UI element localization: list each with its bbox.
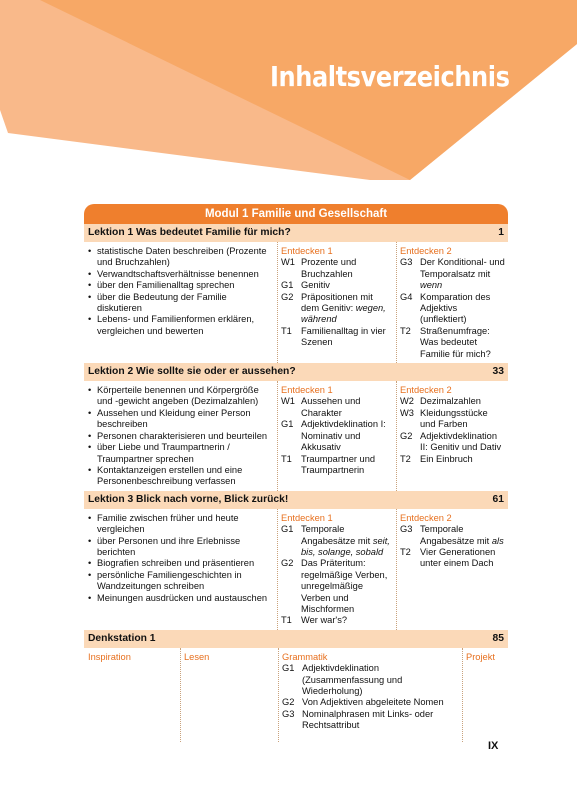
topic-text-main: Dezimalzahlen <box>420 396 481 407</box>
topic-item <box>282 663 459 697</box>
topic-text-emphasis: wenn <box>420 280 443 291</box>
entdecken-2-column <box>396 509 508 630</box>
lesson-page: 61 <box>492 493 504 505</box>
entdecken-2-column <box>396 242 508 363</box>
denkstation-page: 85 <box>492 632 504 644</box>
topic-code: T1 <box>281 453 292 464</box>
entdecken-2-column <box>396 381 508 491</box>
topic-code: G1 <box>282 663 295 674</box>
lesson-header[interactable] <box>84 491 508 509</box>
topic-text <box>301 615 347 626</box>
lesson-goals <box>84 509 277 630</box>
topic-code: T2 <box>400 546 411 557</box>
lesson-body <box>84 381 508 491</box>
topic-code: G3 <box>400 257 413 268</box>
module-header: Modul 1 Familie und Gesellschaft <box>84 204 508 224</box>
topic-text <box>420 408 505 431</box>
goal-item: • Personen charakterisieren und beurteilen <box>88 431 274 442</box>
goal-item: • Aussehen und Kleidung einer Person beschreiben <box>88 408 274 431</box>
goal-item: • über den Familienalltag sprechen <box>88 280 274 291</box>
topic-item <box>400 454 505 465</box>
topic-code: G2 <box>281 558 294 569</box>
topic-item <box>281 396 393 419</box>
topic-item <box>281 280 393 291</box>
topic-text-emphasis: seit, bis, solange, sobald <box>301 535 390 557</box>
topic-item <box>282 697 459 708</box>
topic-text <box>301 326 393 349</box>
topic-code: W1 <box>281 257 295 268</box>
goal-item: • persönliche Familiengeschichten in Wandzeitungen schreiben <box>88 570 274 593</box>
topic-text <box>420 292 505 326</box>
topic-code: W1 <box>281 396 295 407</box>
entdecken-2-label: Entdecken 2 <box>400 385 452 396</box>
topic-text <box>301 292 393 326</box>
denkstation-title: Denkstation 1 <box>88 632 156 644</box>
topic-code: T1 <box>281 325 292 336</box>
goal-item: • Kontaktanzeigen erstellen und eine Personenbeschreibung verfassen <box>88 465 274 488</box>
topic-code: G1 <box>281 524 294 535</box>
entdecken-2-label: Entdecken 2 <box>400 246 452 256</box>
denkstation-body <box>84 648 508 742</box>
goal-list <box>88 246 274 337</box>
topic-text-main: Komparation des Adjektivs (unflektiert) <box>420 291 491 325</box>
topic-item <box>400 524 505 547</box>
topic-text <box>301 419 393 453</box>
page-title: Inhaltsverzeichnis <box>269 60 509 93</box>
goal-item: • Lebens- und Familienformen erklären, vergleichen und bewerten <box>88 314 274 337</box>
topic-code: G3 <box>282 708 295 719</box>
topic-code: G3 <box>400 524 413 535</box>
topic-text-main: Straßenumfrage: Was bedeutet Familie für mich? <box>420 325 491 359</box>
topic-item <box>400 431 505 454</box>
lesson-header[interactable] <box>84 363 508 381</box>
topic-item <box>281 419 393 453</box>
entdecken-1-label: Entdecken 1 <box>281 385 333 396</box>
topic-text <box>302 697 444 708</box>
topic-text-main: Familienalltag in vier Szenen <box>301 325 386 348</box>
topic-item <box>400 408 505 431</box>
topic-text-main: Von Adjektiven abgeleitete Nomen <box>302 697 444 708</box>
page-number: IX <box>488 740 499 752</box>
topic-text-main: Nominalphrasen mit Links- oder Rechtsattribut <box>302 708 434 731</box>
denkstation-header[interactable] <box>84 630 508 648</box>
table-of-contents <box>84 204 508 742</box>
topic-text <box>420 326 505 360</box>
topic-text-main: Genitiv <box>301 280 330 291</box>
topic-text-main: Adjektivdeklination (Zusammenfassung und Wiederholung) <box>302 663 403 696</box>
topic-item <box>400 547 505 570</box>
topic-code: G4 <box>400 291 413 302</box>
topic-item <box>281 454 393 477</box>
lesson-goals <box>84 381 277 491</box>
topic-text-main: Temporale Angabesätze mit <box>301 524 373 546</box>
topic-text-main: Das Präteritum: regelmäßige Verben, unregelmäßige Verben und Mischformen <box>301 558 388 614</box>
topic-code: G2 <box>400 430 413 441</box>
topic-text-main: Kleidungsstücke und Farben <box>420 407 488 430</box>
inspiration-label: Inspiration <box>88 651 131 662</box>
topic-text-main: Vier Generationen unter einem Dach <box>420 546 496 569</box>
goal-list <box>88 513 274 604</box>
topic-code: W2 <box>400 396 414 407</box>
lesson-title: Lektion 3 Blick nach vorne, Blick zurück! <box>88 493 289 505</box>
goal-item: • Biografien schreiben und präsentieren <box>88 558 274 569</box>
entdecken-1-label: Entdecken 1 <box>281 246 333 256</box>
topic-item <box>281 524 393 558</box>
topic-item <box>400 326 505 360</box>
topic-code: G1 <box>281 419 294 430</box>
lesson-goals <box>84 242 277 363</box>
topic-code: T1 <box>281 615 292 626</box>
topic-text-main: Prozente und Bruchzahlen <box>301 257 357 279</box>
topic-code: G2 <box>282 697 295 708</box>
entdecken-1-column <box>277 509 396 630</box>
topic-text <box>301 454 393 477</box>
topic-text-main: Adjektivdeklination I: Nominativ und Akkusativ <box>301 419 386 453</box>
topic-text-main: Temporale Angabesätze mit <box>420 524 492 546</box>
topic-text <box>301 524 393 558</box>
goal-item: • Verwandtschaftsverhältnisse benennen <box>88 269 274 280</box>
topic-code: W3 <box>400 407 414 418</box>
topic-text <box>301 558 393 615</box>
lesson-body <box>84 509 508 630</box>
goal-item: • Körperteile benennen und Körpergröße und -gewicht angeben (Dezimalzahlen) <box>88 385 274 408</box>
topic-text <box>420 396 481 407</box>
topic-code: G2 <box>281 291 294 302</box>
goal-list <box>88 385 274 488</box>
topic-item <box>400 396 505 407</box>
topic-text <box>301 257 393 280</box>
topic-text-main: Aussehen und Charakter <box>301 396 361 418</box>
topic-item <box>281 257 393 280</box>
topic-text-emphasis: wegen, während <box>301 303 386 325</box>
topic-item <box>400 292 505 326</box>
topic-text <box>302 663 459 697</box>
goal-item: • über Personen und ihre Erlebnisse berichten <box>88 536 274 559</box>
goal-item: • über Liebe und Traumpartnerin / Traumpartner sprechen <box>88 442 274 465</box>
goal-item: • statistische Daten beschreiben (Prozente und Bruchzahlen) <box>88 246 274 269</box>
goal-item: • Familie zwischen früher und heute vergleichen <box>88 513 274 536</box>
topic-item <box>281 615 393 626</box>
topic-text <box>420 524 505 547</box>
topic-item <box>400 257 505 291</box>
lesson-page: 33 <box>492 366 504 378</box>
entdecken-1-label: Entdecken 1 <box>281 512 333 523</box>
topic-text <box>420 431 505 454</box>
topic-item <box>281 292 393 326</box>
topic-text-main: Der Konditional- und Temporalsatz mit <box>420 257 505 279</box>
topic-text <box>420 454 473 465</box>
lesson-body <box>84 242 508 363</box>
topic-text-main: Präpositionen mit dem Genitiv: <box>301 291 373 314</box>
topic-text <box>420 547 505 570</box>
goal-item: • über die Bedeutung der Familie diskutieren <box>88 292 274 315</box>
topic-code: T2 <box>400 325 411 336</box>
topic-text <box>420 257 505 291</box>
topic-item <box>282 709 459 732</box>
projekt-label: Projekt <box>466 651 495 662</box>
lesen-label: Lesen <box>184 651 210 662</box>
entdecken-1-column <box>277 381 396 491</box>
topic-item <box>281 558 393 615</box>
grammatik-label: Grammatik <box>282 651 328 662</box>
topic-text-main: Wer war's? <box>301 615 348 626</box>
entdecken-2-label: Entdecken 2 <box>400 512 452 523</box>
entdecken-1-column <box>277 242 396 363</box>
lesson-page: 1 <box>498 227 504 238</box>
topic-text <box>302 709 459 732</box>
lessons-container <box>84 224 508 630</box>
topic-text <box>301 280 330 291</box>
lesson-title: Lektion 1 Was bedeutet Familie für mich? <box>88 227 291 238</box>
lesson-header[interactable] <box>84 224 508 242</box>
topic-text-emphasis: als <box>491 535 504 546</box>
topic-text-main: Traumpartner und Traumpartnerin <box>301 453 376 475</box>
topic-code: T2 <box>400 453 411 464</box>
topic-code: G1 <box>281 280 294 291</box>
topic-text-main: Ein Einbruch <box>420 453 473 464</box>
topic-item <box>281 326 393 349</box>
topic-text <box>301 396 393 419</box>
goal-item: • Meinungen ausdrücken und austauschen <box>88 593 274 604</box>
lesson-title: Lektion 2 Wie sollte sie oder er aussehen? <box>88 366 296 378</box>
topic-text-main: Adjektivdeklination II: Genitiv und Dativ <box>420 430 502 453</box>
